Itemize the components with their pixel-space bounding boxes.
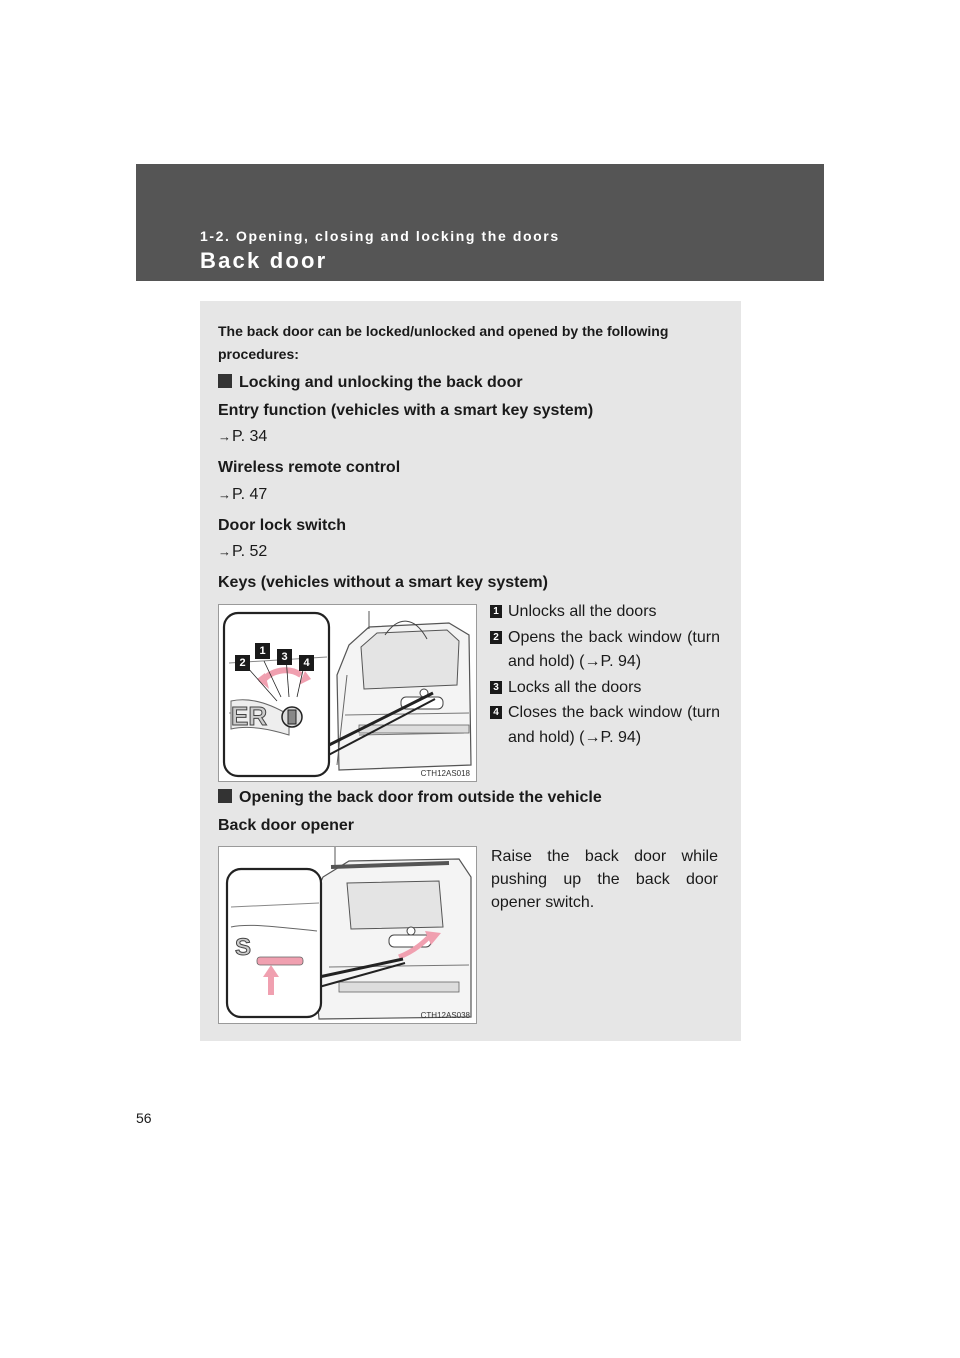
step-number-badge: 1 <box>490 605 502 618</box>
wireless-remote-ref[interactable] <box>218 486 267 504</box>
figure-code: CTH12AS038 <box>420 1011 470 1020</box>
list-item <box>490 701 720 750</box>
square-bullet-icon <box>218 789 232 803</box>
switch-ref-text: P. 52 <box>232 543 268 560</box>
callout-1: 1 <box>255 643 270 659</box>
locking-heading <box>218 374 523 392</box>
intro-text: The back door can be locked/unlocked and opened by the following procedures: <box>218 323 669 362</box>
callout-2: 2 <box>235 655 250 671</box>
back-door-opener-label: Back door opener <box>218 817 355 834</box>
svg-text:S: S <box>235 934 252 961</box>
figure-code: CTH12AS018 <box>420 769 470 778</box>
door-lock-switch-ref[interactable] <box>218 543 267 561</box>
chapter-header <box>136 164 824 281</box>
key-cylinder-figure <box>218 604 477 782</box>
key-cylinder-illustration <box>219 605 476 781</box>
right-arrow-icon: → <box>218 429 231 444</box>
list-item <box>490 600 720 625</box>
callout-3: 3 <box>277 649 292 665</box>
opening-heading-text: Opening the back door from outside the vehicle <box>239 789 602 806</box>
step-text: Unlocks all the doors <box>508 603 657 620</box>
step-text: Closes the back window (turn and hold) (→P. 94) <box>508 704 720 746</box>
back-door-opener-illustration <box>219 847 476 1023</box>
entry-ref-text: P. 34 <box>232 428 268 445</box>
keys-label: Keys (vehicles without a smart key system) <box>218 574 548 591</box>
door-lock-switch-label: Door lock switch <box>218 517 347 534</box>
wireless-ref-text: P. 47 <box>232 486 268 503</box>
back-door-opener-figure <box>218 846 477 1024</box>
entry-function-ref[interactable] <box>218 428 267 446</box>
entry-function-label: Entry function (vehicles with a smart key system) <box>218 402 594 419</box>
page-number: 56 <box>136 1110 152 1126</box>
step-number-badge: 4 <box>490 706 502 719</box>
callout-4: 4 <box>299 655 314 671</box>
step-list <box>490 600 720 751</box>
opening-heading <box>218 789 602 807</box>
page-title: Back door <box>200 248 328 273</box>
list-item <box>490 676 720 701</box>
locking-heading-text: Locking and unlocking the back door <box>239 374 523 391</box>
svg-text:ER: ER <box>231 701 268 731</box>
list-item <box>490 626 720 675</box>
square-bullet-icon <box>218 374 232 388</box>
right-arrow-icon: → <box>218 544 231 559</box>
right-arrow-icon: → <box>218 487 231 502</box>
step-number-badge: 2 <box>490 631 502 644</box>
step-text: Locks all the doors <box>508 678 642 696</box>
step-text: Opens the back window (turn and hold) (→P. 94) <box>508 628 720 670</box>
section-title: 1-2. Opening, closing and locking the doors <box>200 228 560 244</box>
wireless-remote-label: Wireless remote control <box>218 459 401 476</box>
step-number-badge: 3 <box>490 681 502 694</box>
opener-instructions: Raise the back door while pushing up the back door opener switch. <box>491 848 718 911</box>
